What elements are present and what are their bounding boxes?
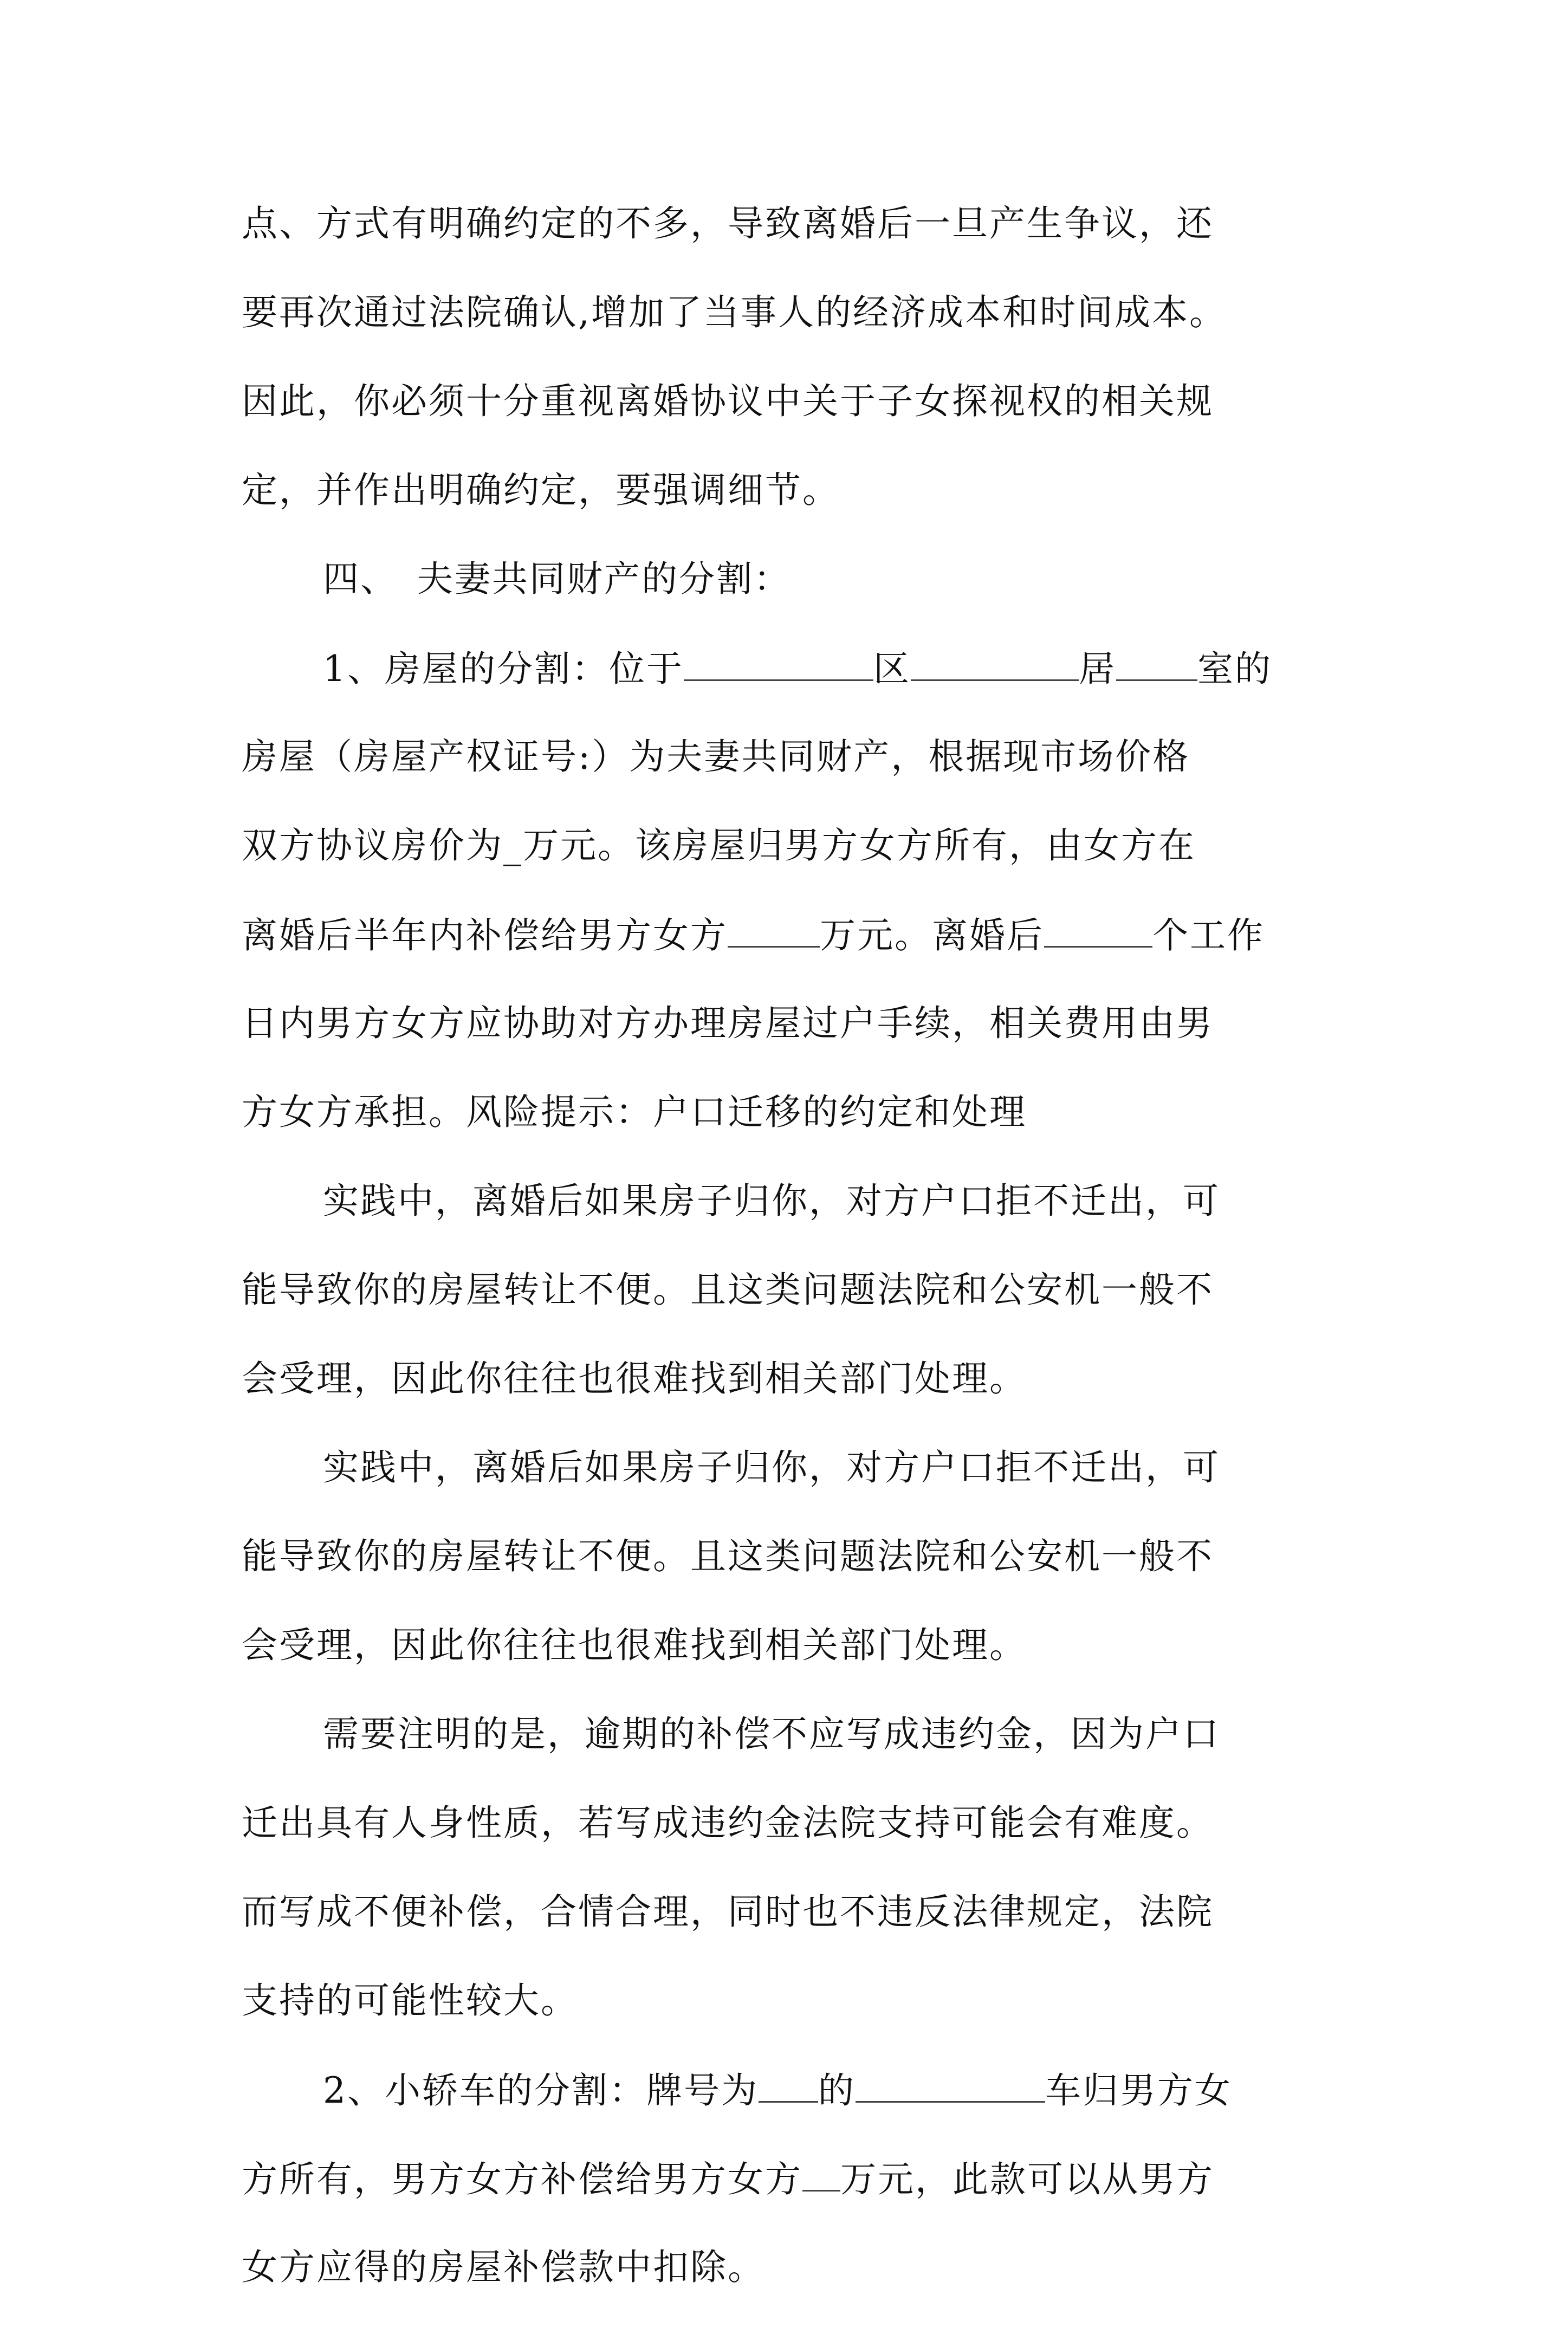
line-text: 离婚后半年内补偿给男方女方 [242, 915, 728, 956]
text-line: 而写成不便补偿，合情合理，同时也不违反法律规定，法院 [242, 1891, 1214, 1933]
section-heading: 四、 夫妻共同财产的分割： [323, 558, 791, 600]
fill-blank [728, 912, 820, 948]
text-line: 双方协议房价为_万元。该房屋归男方女方所有，由女方在 [242, 825, 1196, 866]
text-line: 能导致你的房屋转让不便。且这类问题法院和公安机一般不 [242, 1269, 1214, 1311]
line-text: 方所有，男方女方补偿给男方女方 [242, 2158, 802, 2200]
text-line: 日内男方女方应协助对方办理房屋过户手续，相关费用由男 [242, 1002, 1214, 1044]
line-text: 居 [1079, 648, 1116, 690]
fill-blank [802, 2156, 840, 2192]
text-line: 能导致你的房屋转让不便。且这类问题法院和公安机一般不 [242, 1535, 1214, 1577]
text-line [242, 646, 1390, 690]
text-line: 会受理，因此你往往也很难找到相关部门处理。 [242, 1624, 1027, 1666]
line-text: 的 [818, 2070, 856, 2111]
text-line [242, 2156, 1390, 2201]
line-text: 万元，此款可以从男方 [840, 2158, 1214, 2200]
text-line: 点、方式有明确约定的不多，导致离婚后一旦产生争议，还 [242, 203, 1214, 244]
text-line: 方女方承担。风险提示：户口迁移的约定和处理 [242, 1091, 1027, 1133]
line-text: 区 [873, 648, 911, 690]
document-body [242, 202, 1390, 2334]
text-line: 女方应得的房屋补偿款中扣除。 [242, 2246, 765, 2288]
fill-blank [911, 646, 1079, 681]
line-text: 室的 [1197, 648, 1272, 690]
line-text: 个工作 [1152, 915, 1265, 956]
text-line: 实践中，离婚后如果房子归你，对方户口拒不迁出，可 [323, 1180, 1220, 1222]
text-line [242, 912, 1390, 957]
fill-blank [759, 2067, 818, 2103]
text-line: 会受理，因此你往往也很难找到相关部门处理。 [242, 1358, 1027, 1399]
text-line: 因此，你必须十分重视离婚协议中关于子女探视权的相关规 [242, 380, 1214, 422]
fill-blank [1044, 912, 1152, 948]
text-line: 实践中，离婚后如果房子归你，对方户口拒不迁出，可 [323, 1447, 1220, 1488]
text-line: 迁出具有人身性质，若写成违约金法院支持可能会有难度。 [242, 1802, 1214, 1844]
line-text: 万元。离婚后 [820, 915, 1044, 956]
text-line: 支持的可能性较大。 [242, 1980, 578, 2021]
text-line: 要再次通过法院确认,增加了当事人的经济成本和时间成本。 [242, 291, 1227, 333]
text-line: 定，并作出明确约定，要强调细节。 [242, 469, 840, 511]
line-text: 2、小轿车的分割：牌号为 [323, 2070, 759, 2111]
fill-blank [1116, 646, 1197, 681]
line-text: 车归男方女 [1045, 2070, 1232, 2111]
text-line: 房屋（房屋产权证号:）为夫妻共同财产，根据现市场价格 [242, 736, 1190, 777]
fill-blank [684, 646, 873, 681]
line-text: 1、房屋的分割：位于 [323, 648, 684, 690]
text-line [242, 2067, 1390, 2112]
fill-blank [856, 2067, 1045, 2103]
text-line: 需要注明的是，逾期的补偿不应写成违约金，因为户口 [323, 1713, 1220, 1755]
